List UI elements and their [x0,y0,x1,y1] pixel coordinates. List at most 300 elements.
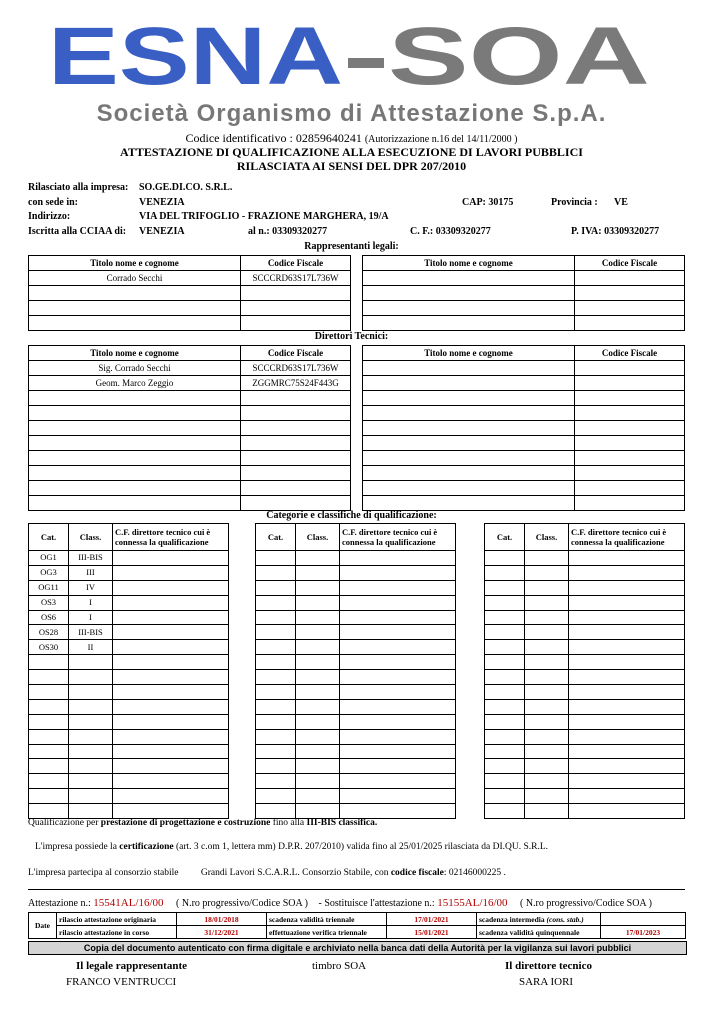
person-cf-cell: SCCCRD63S17L736W [241,271,351,286]
col-header-cf: Codice Fiscale [241,346,351,361]
person-name-cell [363,421,575,436]
class-cell [69,729,113,744]
person-name-cell [363,316,575,331]
cf-direttore-cell [340,670,456,685]
table-row [363,451,685,466]
intermedia-value [601,913,686,926]
table-row [363,301,685,316]
cf-direttore-cell [569,714,685,729]
cf-direttore-cell [340,714,456,729]
cf-direttore-cell [569,565,685,580]
cat-cell [256,789,296,804]
person-cf-cell [241,451,351,466]
note-text: Qualificazione per [28,818,101,828]
table-row [485,625,685,640]
class-cell [296,565,340,580]
cat-cell [485,595,525,610]
cat-cell [485,655,525,670]
cf-direttore-cell [569,685,685,700]
person-cf-cell [575,271,685,286]
direttori-heading: Direttori Tecnici: [314,331,389,342]
table-row [485,640,685,655]
cat-cell: OS30 [29,640,69,655]
cat-cell [256,759,296,774]
cf-direttore-cell [340,804,456,819]
table-row [29,610,229,625]
cat-cell [29,714,69,729]
esna-soa-logo [0,18,703,98]
class-cell [525,744,569,759]
logo-dash [348,58,384,68]
cf-direttore-cell [340,551,456,566]
person-cf-cell [575,376,685,391]
cat-cell [256,595,296,610]
class-cell [525,729,569,744]
class-cell [525,685,569,700]
rappresentanti-heading: Rappresentanti legali: [304,241,399,252]
cf-direttore-cell [340,759,456,774]
note-text: L'impresa possiede la [35,842,120,852]
table-row [29,595,229,610]
class-cell: I [69,595,113,610]
class-cell [296,551,340,566]
cat-cell [256,774,296,789]
table-row [363,391,685,406]
table-row [363,421,685,436]
cf-direttore-cell [113,729,229,744]
note-text: L'impresa partecipa al consorzio stabile [28,868,179,878]
table-row [485,804,685,819]
table-row [29,655,229,670]
cf-direttore-cell [569,789,685,804]
cat-cell [485,774,525,789]
class-cell [525,670,569,685]
cat-cell [256,580,296,595]
attestazione-line [28,897,652,909]
table-row [485,774,685,789]
cat-cell [485,610,525,625]
cf-direttore-cell [113,714,229,729]
cciaa-value: VENEZIA [139,226,185,237]
class-cell [69,670,113,685]
class-cell [296,699,340,714]
cap: CAP: 30175 [462,197,514,208]
timbro-soa: timbro SOA [312,960,367,972]
person-cf-cell [575,286,685,301]
table-row [256,595,456,610]
provincia-label: Provincia : [551,197,598,208]
table-row [256,625,456,640]
cat-cell [29,729,69,744]
cf-direttore-cell [569,699,685,714]
table-row [29,759,229,774]
class-cell [296,595,340,610]
legale-rappresentante-label: Il legale rappresentante [76,960,188,972]
triennale-value: 17/01/2021 [387,913,477,926]
table-row [256,759,456,774]
cat-cell [485,580,525,595]
table-row [363,286,685,301]
originaria-value: 18/01/2018 [177,913,267,926]
class-cell [296,729,340,744]
person-name-cell [363,466,575,481]
cat-cell: OS28 [29,625,69,640]
person-cf-cell [575,421,685,436]
table-row [29,466,351,481]
cat-cell [256,551,296,566]
table-row [29,714,229,729]
person-name-cell [29,496,241,511]
table-row [256,610,456,625]
cf-direttore-cell [340,565,456,580]
cat-cell [485,551,525,566]
cf-direttore-cell [340,655,456,670]
class-cell [525,580,569,595]
al-n: al n.: 03309320277 [248,226,328,237]
legale-rappresentante-name: FRANCO VENTRUCCI [66,976,177,988]
in-corso-value: 31/12/2021 [177,926,267,939]
table-row [29,451,351,466]
table-row [256,729,456,744]
class-cell [69,699,113,714]
table-row [485,580,685,595]
person-name-cell [29,421,241,436]
originaria-label: rilascio attestazione originaria [57,913,177,926]
person-cf-cell [575,301,685,316]
cf-direttore-cell [113,610,229,625]
cat-cell [29,744,69,759]
autorizzazione: (Autorizzazione n.16 del 14/11/2000 ) [364,134,518,145]
class-cell [69,789,113,804]
table-row [256,640,456,655]
divider [28,889,685,890]
intermedia-note: (cons. stab.) [546,914,584,924]
person-cf-cell [241,316,351,331]
table-row [485,551,685,566]
cf-direttore-cell [113,759,229,774]
table-row [256,565,456,580]
table-row [256,655,456,670]
cat-cell [29,655,69,670]
table-row [485,699,685,714]
class-cell [296,625,340,640]
col-header-cf: Codice Fiscale [241,256,351,271]
table-row [29,436,351,451]
table-row [485,714,685,729]
person-cf-cell: ZGGMRC75S24F443G [241,376,351,391]
cf-direttore-cell [569,804,685,819]
verifica-value: 15/01/2021 [387,926,477,939]
cf-direttore-cell [569,625,685,640]
col-header-cf-line2: connessa la qualificazione [571,537,665,547]
class-cell [525,565,569,580]
table-row [29,685,229,700]
date-label: Date [29,913,57,939]
cat-cell [256,685,296,700]
class-cell [69,804,113,819]
cat-cell [485,685,525,700]
direttore-tecnico-label: Il direttore tecnico [505,960,592,972]
partita-iva: P. IVA: 03309320277 [571,226,660,237]
cat-cell [256,670,296,685]
cat-cell [485,625,525,640]
cf-direttore-cell [113,670,229,685]
class-cell [296,580,340,595]
cat-cell [29,685,69,700]
certificazione-note [35,842,548,852]
cat-cell [485,729,525,744]
class-cell [525,655,569,670]
person-name-cell [363,406,575,421]
cat-cell [256,640,296,655]
col-header-class: Class. [525,524,569,551]
direttori-table-right [362,345,685,511]
progettazione-note [28,818,377,828]
class-cell: III [69,565,113,580]
cf-direttore-cell [569,774,685,789]
class-cell [69,774,113,789]
person-cf-cell [241,286,351,301]
table-row [29,496,351,511]
indirizzo-value: VIA DEL TRIFOGLIO - FRAZIONE MARGHERA, 19/A [139,211,389,222]
categorie-header-row [29,524,229,551]
col-header-cf-line1: C.F. direttore tecnico cui è [115,527,211,537]
class-cell [296,744,340,759]
cat-cell [256,804,296,819]
table-row [485,655,685,670]
person-name-cell [29,316,241,331]
table-row [29,406,351,421]
cat-cell [256,610,296,625]
class-cell [296,685,340,700]
cf-direttore-cell [113,685,229,700]
person-name-cell [29,406,241,421]
quinquennale-label: scadenza validità quinquennale [477,926,601,939]
table-row [363,406,685,421]
dates-table [28,912,686,939]
intermedia-label [477,913,601,926]
cat-cell [29,759,69,774]
table-row [29,361,351,376]
class-cell [69,655,113,670]
attestazione-label: Attestazione n.: [28,898,91,909]
person-name-cell [363,481,575,496]
col-header-cf: Codice Fiscale [575,346,685,361]
cf-direttore-cell [569,640,685,655]
person-cf-cell [575,436,685,451]
rilasciato-label: Rilasciato alla impresa: [28,182,129,193]
cat-cell [485,804,525,819]
table-row [29,421,351,436]
note-text: : 02146000225 . [443,868,506,878]
person-name-cell [29,451,241,466]
cf-direttore-cell [113,595,229,610]
cf-direttore-cell [569,655,685,670]
table-row [256,714,456,729]
table-row [29,316,351,331]
categorie-header-row [485,524,685,551]
cat-cell [256,565,296,580]
table-row [485,729,685,744]
note-bold: codice fiscale [390,868,444,878]
col-header-name: Titolo nome e cognome [363,256,575,271]
class-cell [296,640,340,655]
attestazione-nro: ( N.ro progressivo/Codice SOA ) [176,898,308,909]
categorie-table-2 [255,523,456,819]
col-header-cf-line2: connessa la qualificazione [115,537,209,547]
table-row [256,774,456,789]
col-header-cat: Cat. [256,524,296,551]
intermedia-text: scadenza intermedia [479,914,545,924]
table-row [485,610,685,625]
table-row [29,481,351,496]
cat-cell [485,640,525,655]
table-row [485,595,685,610]
table-row [256,685,456,700]
class-cell [525,640,569,655]
categorie-heading: Categorie e classifiche di qualificazione: [266,510,437,521]
authenticated-copy-banner: Copia del documento autenticato con firma digitale e archiviato nella banca dati della Autorità per la vigilanza sui lavori pubblici [28,941,687,955]
person-name-cell [29,391,241,406]
cat-cell [256,714,296,729]
rappresentanti-table-left [28,255,351,331]
cat-cell: OG1 [29,551,69,566]
table-row [256,670,456,685]
cat-cell [29,789,69,804]
provincia-value: VE [614,197,628,208]
col-header-cf-direttore [113,524,229,551]
person-cf-cell [241,421,351,436]
table-row [485,565,685,580]
person-name-cell [363,301,575,316]
sostituisce-number: 15155AL/16/00 [437,897,508,909]
col-header-name: Titolo nome e cognome [29,346,241,361]
cf-direttore-cell [113,640,229,655]
logo-text-esna: ESNA [48,18,343,98]
cat-cell [485,744,525,759]
person-name-cell [363,271,575,286]
col-header-cf-line2: connessa la qualificazione [342,537,436,547]
cf-direttore-cell [569,580,685,595]
col-header-cf-line1: C.F. direttore tecnico cui è [342,527,438,537]
table-row [485,685,685,700]
person-name-cell [363,286,575,301]
person-name-cell [363,376,575,391]
table-row [29,699,229,714]
class-cell [525,551,569,566]
cat-cell [29,804,69,819]
col-header-cat: Cat. [485,524,525,551]
cf-direttore-cell [113,774,229,789]
col-header-cf: Codice Fiscale [575,256,685,271]
cat-cell [256,625,296,640]
title-line-2: RILASCIATA AI SENSI DEL DPR 207/2010 [236,159,467,173]
table-row [29,286,351,301]
person-cf-cell [575,406,685,421]
note-text: fino alla [270,818,307,828]
person-name-cell [363,391,575,406]
note-bold: prestazione di progettazione e costruzione [100,818,271,828]
person-name-cell [363,436,575,451]
cat-cell: OS6 [29,610,69,625]
person-cf-cell [241,466,351,481]
cf-direttore-cell [340,595,456,610]
cf-direttore-cell [340,610,456,625]
person-name-cell: Sig. Corrado Secchi [29,361,241,376]
cf-direttore-cell [340,774,456,789]
table-row [29,391,351,406]
quinquennale-value: 17/01/2023 [601,926,686,939]
table-row [363,496,685,511]
table-row [363,481,685,496]
cf-direttore-cell [340,729,456,744]
table-row [485,789,685,804]
class-cell: IV [69,580,113,595]
class-cell [525,759,569,774]
table-row [29,804,229,819]
categorie-table-1 [28,523,229,819]
person-cf-cell [241,391,351,406]
col-header-cf-direttore [340,524,456,551]
cat-cell [256,655,296,670]
table-row [29,789,229,804]
table-row [29,625,229,640]
cf-direttore-cell [113,789,229,804]
cat-cell [29,699,69,714]
table-row [256,789,456,804]
rappresentanti-table-right [362,255,685,331]
codice-identificativo [0,131,703,146]
class-cell [525,804,569,819]
sede-label: con sede in: [28,197,78,208]
cf-direttore-cell [113,565,229,580]
cat-cell: OG11 [29,580,69,595]
table-row [29,271,351,286]
person-cf-cell [575,496,685,511]
cat-cell [485,565,525,580]
class-cell [525,699,569,714]
person-name-cell [363,451,575,466]
note-text: (art. 3 c.om 1, lettera mm) D.P.R. 207/2010) valida fino al 25/01/2025 rilasciata da DI.QU. S.R.L. [173,842,549,852]
verifica-label: effettuazione verifica triennale [267,926,387,939]
class-cell [69,759,113,774]
in-corso-label: rilascio attestazione in corso [57,926,177,939]
sostituisce-nro: ( N.ro progressivo/Codice SOA ) [520,898,652,909]
cf-direttore-cell [113,580,229,595]
class-cell [525,789,569,804]
codice-fiscale: C. F.: 03309320277 [410,226,491,237]
logo-text-soa: SOA [388,18,650,98]
cf-direttore-cell [340,699,456,714]
table-row [29,376,351,391]
cf-direttore-cell [569,759,685,774]
class-cell [69,714,113,729]
person-cf-cell [575,466,685,481]
cat-cell [29,774,69,789]
cat-cell [485,699,525,714]
cat-cell [485,714,525,729]
person-cf-cell [241,496,351,511]
table-row [256,699,456,714]
cf-direttore-cell [113,744,229,759]
person-cf-cell [575,316,685,331]
class-cell [296,714,340,729]
cat-cell [256,699,296,714]
class-cell [525,625,569,640]
direttori-table-left [28,345,351,511]
person-cf-cell [575,391,685,406]
person-name-cell: Corrado Secchi [29,271,241,286]
